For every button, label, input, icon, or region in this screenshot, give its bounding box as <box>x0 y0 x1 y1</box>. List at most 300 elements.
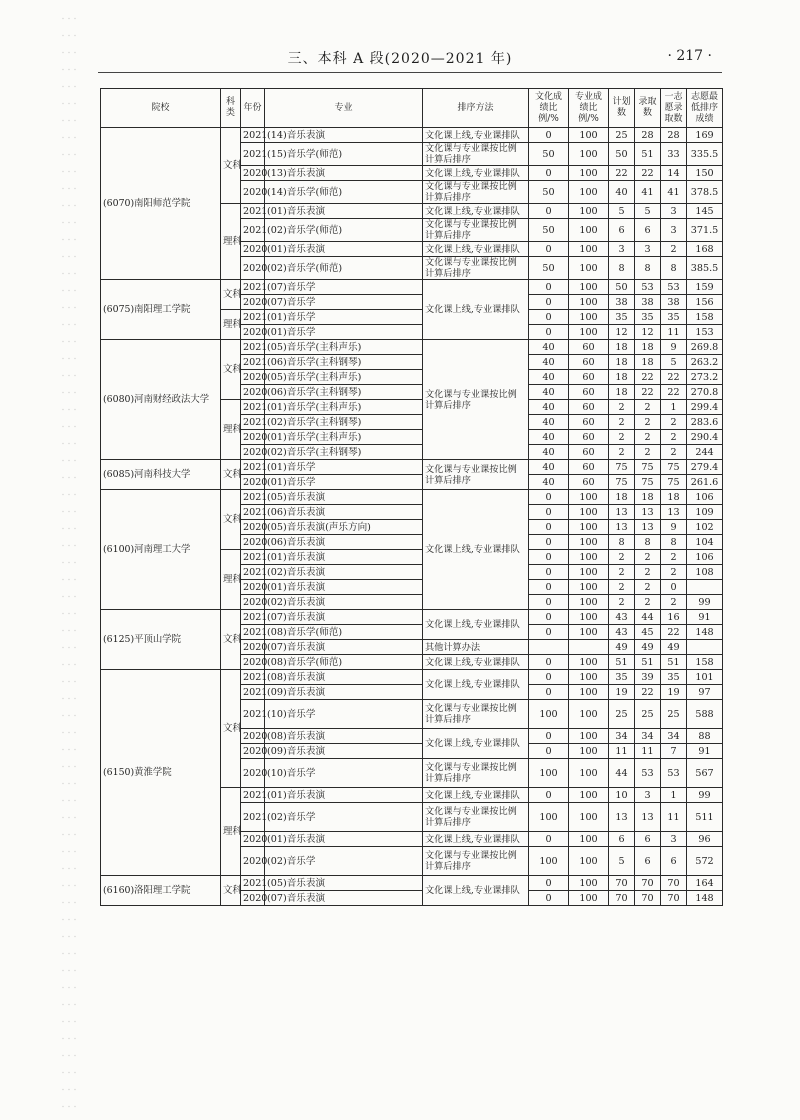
first-choice-cell: 3 <box>661 204 687 219</box>
culture-ratio-cell: 0 <box>529 325 569 340</box>
year-cell: 2020 <box>241 445 265 460</box>
lowest-score-cell: 290.4 <box>687 430 723 445</box>
year-cell: 2020 <box>241 744 265 759</box>
plan-cell: 18 <box>609 355 635 370</box>
year-cell: 2021 <box>241 310 265 325</box>
subject-type: 文科 <box>221 876 241 906</box>
method-cell: 文化课与专业课按比例计算后排序 <box>423 700 529 729</box>
culture-ratio-cell: 0 <box>529 685 569 700</box>
major-cell: (02)音乐学 <box>265 847 423 876</box>
admitted-cell: 22 <box>635 370 661 385</box>
culture-ratio-cell: 0 <box>529 625 569 640</box>
plan-cell: 13 <box>609 803 635 832</box>
year-cell: 2021 <box>241 610 265 625</box>
first-choice-cell: 2 <box>661 595 687 610</box>
major-cell: (02)音乐表演 <box>265 565 423 580</box>
year-cell: 2020 <box>241 325 265 340</box>
prof-ratio-cell: 100 <box>569 788 609 803</box>
major-cell: (05)音乐表演(声乐方向) <box>265 520 423 535</box>
major-cell: (06)音乐表演 <box>265 505 423 520</box>
method-cell: 文化课与专业课按比例计算后排序 <box>423 219 529 242</box>
admitted-cell: 49 <box>635 640 661 655</box>
school-name: (6075)南阳理工学院 <box>101 280 221 340</box>
lowest-score-cell: 148 <box>687 625 723 640</box>
culture-ratio-cell: 0 <box>529 310 569 325</box>
prof-ratio-cell: 100 <box>569 181 609 204</box>
first-choice-cell: 7 <box>661 744 687 759</box>
lowest-score-cell: 99 <box>687 595 723 610</box>
plan-cell: 19 <box>609 685 635 700</box>
year-cell: 2020 <box>241 832 265 847</box>
method-cell: 文化课与专业课按比例计算后排序 <box>423 143 529 166</box>
plan-cell: 18 <box>609 370 635 385</box>
prof-ratio-cell: 60 <box>569 400 609 415</box>
prof-ratio-cell: 60 <box>569 370 609 385</box>
lowest-score-cell: 91 <box>687 610 723 625</box>
major-cell: (06)音乐学(主科钢琴) <box>265 355 423 370</box>
header-rule <box>98 72 722 73</box>
year-cell: 2020 <box>241 580 265 595</box>
lowest-score-cell <box>687 580 723 595</box>
plan-cell: 3 <box>609 242 635 257</box>
method-cell: 文化课上线,专业课排队 <box>423 280 529 340</box>
method-cell: 文化课与专业课按比例计算后排序 <box>423 181 529 204</box>
prof-ratio-cell: 60 <box>569 355 609 370</box>
year-cell: 2020 <box>241 166 265 181</box>
plan-cell: 2 <box>609 415 635 430</box>
table-row <box>101 280 723 295</box>
method-cell: 文化课与专业课按比例计算后排序 <box>423 803 529 832</box>
col-major: 专业 <box>265 89 423 128</box>
prof-ratio-cell: 100 <box>569 610 609 625</box>
culture-ratio-cell: 0 <box>529 788 569 803</box>
lowest-score-cell: 106 <box>687 490 723 505</box>
method-cell: 文化课上线,专业课排队 <box>423 166 529 181</box>
major-cell: (01)音乐学 <box>265 325 423 340</box>
plan-cell: 18 <box>609 340 635 355</box>
first-choice-cell: 35 <box>661 670 687 685</box>
first-choice-cell: 11 <box>661 325 687 340</box>
col-method: 排序方法 <box>423 89 529 128</box>
table-row <box>101 490 723 505</box>
year-cell: 2021 <box>241 280 265 295</box>
page-title: 三、本科 A 段(2020—2021 年) <box>287 51 513 67</box>
first-choice-cell: 38 <box>661 295 687 310</box>
major-cell: (01)音乐学 <box>265 310 423 325</box>
admitted-cell: 5 <box>635 204 661 219</box>
admitted-cell: 34 <box>635 729 661 744</box>
lowest-score-cell: 269.8 <box>687 340 723 355</box>
major-cell: (07)音乐表演 <box>265 610 423 625</box>
admitted-cell: 2 <box>635 445 661 460</box>
year-cell: 2021 <box>241 415 265 430</box>
method-cell: 文化课上线,专业课排队 <box>423 490 529 610</box>
subject-type: 理科 <box>221 310 241 340</box>
year-cell: 2020 <box>241 370 265 385</box>
prof-ratio-cell: 100 <box>569 128 609 143</box>
lowest-score-cell: 371.5 <box>687 219 723 242</box>
culture-ratio-cell: 0 <box>529 204 569 219</box>
major-cell: (02)音乐学 <box>265 803 423 832</box>
culture-ratio-cell: 40 <box>529 340 569 355</box>
plan-cell: 70 <box>609 876 635 891</box>
plan-cell: 44 <box>609 759 635 788</box>
first-choice-cell: 8 <box>661 257 687 280</box>
culture-ratio-cell: 0 <box>529 280 569 295</box>
first-choice-cell: 2 <box>661 415 687 430</box>
year-cell: 2020 <box>241 891 265 906</box>
subject-type: 理科 <box>221 204 241 280</box>
plan-cell: 2 <box>609 595 635 610</box>
year-cell: 2020 <box>241 295 265 310</box>
prof-ratio-cell: 100 <box>569 685 609 700</box>
plan-cell: 18 <box>609 385 635 400</box>
year-cell: 2021 <box>241 700 265 729</box>
major-cell: (13)音乐表演 <box>265 166 423 181</box>
plan-cell: 2 <box>609 580 635 595</box>
plan-cell: 13 <box>609 505 635 520</box>
table-row <box>101 340 723 355</box>
year-cell: 2021 <box>241 460 265 475</box>
lowest-score-cell: 261.6 <box>687 475 723 490</box>
admitted-cell: 13 <box>635 520 661 535</box>
prof-ratio-cell: 100 <box>569 143 609 166</box>
first-choice-cell: 2 <box>661 445 687 460</box>
prof-ratio-cell: 100 <box>569 490 609 505</box>
major-cell: (08)音乐学(师范) <box>265 655 423 670</box>
admitted-cell: 2 <box>635 415 661 430</box>
lowest-score-cell: 283.6 <box>687 415 723 430</box>
year-cell: 2021 <box>241 128 265 143</box>
lowest-score-cell: 109 <box>687 505 723 520</box>
year-cell: 2020 <box>241 655 265 670</box>
culture-ratio-cell: 0 <box>529 891 569 906</box>
major-cell: (07)音乐表演 <box>265 640 423 655</box>
culture-ratio-cell: 0 <box>529 490 569 505</box>
plan-cell: 51 <box>609 655 635 670</box>
culture-ratio-cell: 0 <box>529 242 569 257</box>
major-cell: (02)音乐学(师范) <box>265 257 423 280</box>
school-name: (6100)河南理工大学 <box>101 490 221 610</box>
first-choice-cell: 18 <box>661 490 687 505</box>
year-cell: 2021 <box>241 788 265 803</box>
first-choice-cell: 2 <box>661 565 687 580</box>
year-cell: 2021 <box>241 219 265 242</box>
lowest-score-cell: 273.2 <box>687 370 723 385</box>
page-header <box>0 42 800 72</box>
major-cell: (02)音乐表演 <box>265 595 423 610</box>
first-choice-cell: 2 <box>661 430 687 445</box>
admitted-cell: 51 <box>635 143 661 166</box>
admitted-cell: 8 <box>635 257 661 280</box>
plan-cell: 18 <box>609 490 635 505</box>
culture-ratio-cell <box>529 640 569 655</box>
lowest-score-cell: 158 <box>687 310 723 325</box>
lowest-score-cell: 145 <box>687 204 723 219</box>
table-row <box>101 876 723 891</box>
method-cell: 文化课与专业课按比例计算后排序 <box>423 257 529 280</box>
plan-cell: 11 <box>609 744 635 759</box>
admitted-cell: 2 <box>635 550 661 565</box>
year-cell: 2020 <box>241 640 265 655</box>
culture-ratio-cell: 40 <box>529 370 569 385</box>
first-choice-cell: 13 <box>661 505 687 520</box>
first-choice-cell: 3 <box>661 832 687 847</box>
plan-cell: 25 <box>609 128 635 143</box>
prof-ratio-cell: 100 <box>569 257 609 280</box>
culture-ratio-cell: 0 <box>529 565 569 580</box>
prof-ratio-cell: 100 <box>569 280 609 295</box>
year-cell: 2020 <box>241 181 265 204</box>
first-choice-cell: 9 <box>661 340 687 355</box>
culture-ratio-cell: 0 <box>529 520 569 535</box>
prof-ratio-cell: 60 <box>569 385 609 400</box>
year-cell: 2021 <box>241 143 265 166</box>
subject-type: 文科 <box>221 340 241 400</box>
major-cell: (02)音乐学(师范) <box>265 219 423 242</box>
first-choice-cell: 51 <box>661 655 687 670</box>
lowest-score-cell: 156 <box>687 295 723 310</box>
culture-ratio-cell: 50 <box>529 181 569 204</box>
lowest-score-cell: 99 <box>687 788 723 803</box>
plan-cell: 49 <box>609 640 635 655</box>
first-choice-cell: 6 <box>661 847 687 876</box>
plan-cell: 2 <box>609 430 635 445</box>
year-cell: 2021 <box>241 685 265 700</box>
admitted-cell: 11 <box>635 744 661 759</box>
admitted-cell: 2 <box>635 565 661 580</box>
school-name: (6125)平顶山学院 <box>101 610 221 670</box>
admitted-cell: 6 <box>635 219 661 242</box>
subject-type: 理科 <box>221 550 241 610</box>
year-cell: 2021 <box>241 670 265 685</box>
lowest-score-cell: 588 <box>687 700 723 729</box>
lowest-score-cell: 96 <box>687 832 723 847</box>
col-culture-ratio: 文化成绩比例/% <box>529 89 569 128</box>
year-cell: 2021 <box>241 625 265 640</box>
first-choice-cell: 70 <box>661 876 687 891</box>
method-cell: 文化课上线,专业课排队 <box>423 876 529 906</box>
first-choice-cell: 16 <box>661 610 687 625</box>
lowest-score-cell: 150 <box>687 166 723 181</box>
lowest-score-cell: 270.8 <box>687 385 723 400</box>
culture-ratio-cell: 40 <box>529 415 569 430</box>
admitted-cell: 12 <box>635 325 661 340</box>
col-plan: 计划数 <box>609 89 635 128</box>
culture-ratio-cell: 0 <box>529 832 569 847</box>
prof-ratio-cell: 100 <box>569 876 609 891</box>
major-cell: (01)音乐学(主科声乐) <box>265 400 423 415</box>
subject-type: 文科 <box>221 128 241 204</box>
admitted-cell: 22 <box>635 166 661 181</box>
year-cell: 2020 <box>241 242 265 257</box>
admitted-cell: 6 <box>635 832 661 847</box>
method-cell: 文化课上线,专业课排队 <box>423 788 529 803</box>
plan-cell: 6 <box>609 219 635 242</box>
subject-type: 文科 <box>221 490 241 550</box>
subject-type: 理科 <box>221 400 241 460</box>
year-cell: 2021 <box>241 355 265 370</box>
plan-cell: 50 <box>609 280 635 295</box>
first-choice-cell: 25 <box>661 700 687 729</box>
table-row <box>101 610 723 625</box>
admitted-cell: 3 <box>635 788 661 803</box>
first-choice-cell: 8 <box>661 535 687 550</box>
first-choice-cell: 22 <box>661 385 687 400</box>
col-school: 院校 <box>101 89 221 128</box>
lowest-score-cell <box>687 640 723 655</box>
lowest-score-cell: 102 <box>687 520 723 535</box>
method-cell: 文化课上线,专业课排队 <box>423 670 529 700</box>
plan-cell: 2 <box>609 550 635 565</box>
lowest-score-cell: 169 <box>687 128 723 143</box>
major-cell: (05)音乐表演 <box>265 490 423 505</box>
culture-ratio-cell: 0 <box>529 729 569 744</box>
table-body <box>101 128 723 906</box>
plan-cell: 70 <box>609 891 635 906</box>
culture-ratio-cell: 50 <box>529 143 569 166</box>
admitted-cell: 75 <box>635 475 661 490</box>
prof-ratio-cell: 100 <box>569 744 609 759</box>
subject-type: 理科 <box>221 788 241 876</box>
culture-ratio-cell: 0 <box>529 166 569 181</box>
year-cell: 2021 <box>241 400 265 415</box>
table-header-row <box>101 89 723 128</box>
year-cell: 2021 <box>241 565 265 580</box>
plan-cell: 43 <box>609 610 635 625</box>
major-cell: (07)音乐学 <box>265 295 423 310</box>
prof-ratio-cell: 100 <box>569 595 609 610</box>
admitted-cell: 22 <box>635 685 661 700</box>
admitted-cell: 18 <box>635 355 661 370</box>
major-cell: (08)音乐表演 <box>265 729 423 744</box>
subject-type: 文科 <box>221 670 241 788</box>
plan-cell: 75 <box>609 475 635 490</box>
col-admitted: 录取数 <box>635 89 661 128</box>
plan-cell: 75 <box>609 460 635 475</box>
culture-ratio-cell: 0 <box>529 595 569 610</box>
first-choice-cell: 11 <box>661 803 687 832</box>
prof-ratio-cell: 60 <box>569 415 609 430</box>
admitted-cell: 3 <box>635 242 661 257</box>
year-cell: 2020 <box>241 759 265 788</box>
prof-ratio-cell: 100 <box>569 550 609 565</box>
year-cell: 2021 <box>241 490 265 505</box>
first-choice-cell: 41 <box>661 181 687 204</box>
culture-ratio-cell: 0 <box>529 670 569 685</box>
plan-cell: 5 <box>609 204 635 219</box>
method-cell: 文化课上线,专业课排队 <box>423 832 529 847</box>
col-first-choice: 一志愿录取数 <box>661 89 687 128</box>
culture-ratio-cell: 40 <box>529 475 569 490</box>
first-choice-cell: 5 <box>661 355 687 370</box>
culture-ratio-cell: 0 <box>529 550 569 565</box>
admitted-cell: 39 <box>635 670 661 685</box>
plan-cell: 25 <box>609 700 635 729</box>
method-cell: 其他计算办法 <box>423 640 529 655</box>
major-cell: (01)音乐表演 <box>265 832 423 847</box>
major-cell: (14)音乐学(师范) <box>265 181 423 204</box>
major-cell: (01)音乐学 <box>265 475 423 490</box>
year-cell: 2020 <box>241 257 265 280</box>
lowest-score-cell: 168 <box>687 242 723 257</box>
lowest-score-cell: 279.4 <box>687 460 723 475</box>
year-cell: 2021 <box>241 803 265 832</box>
plan-cell: 2 <box>609 565 635 580</box>
prof-ratio-cell: 100 <box>569 580 609 595</box>
culture-ratio-cell: 0 <box>529 876 569 891</box>
culture-ratio-cell: 50 <box>529 219 569 242</box>
school-name: (6070)南阳师范学院 <box>101 128 221 280</box>
major-cell: (01)音乐表演 <box>265 580 423 595</box>
prof-ratio-cell: 100 <box>569 520 609 535</box>
prof-ratio-cell: 60 <box>569 475 609 490</box>
year-cell: 2020 <box>241 595 265 610</box>
school-name: (6160)洛阳理工学院 <box>101 876 221 906</box>
plan-cell: 2 <box>609 400 635 415</box>
first-choice-cell: 0 <box>661 580 687 595</box>
school-name: (6080)河南财经政法大学 <box>101 340 221 460</box>
prof-ratio-cell: 60 <box>569 340 609 355</box>
lowest-score-cell: 158 <box>687 655 723 670</box>
prof-ratio-cell: 100 <box>569 625 609 640</box>
lowest-score-cell: 263.2 <box>687 355 723 370</box>
plan-cell: 8 <box>609 535 635 550</box>
lowest-score-cell: 106 <box>687 550 723 565</box>
plan-cell: 5 <box>609 847 635 876</box>
year-cell: 2021 <box>241 550 265 565</box>
prof-ratio-cell: 100 <box>569 505 609 520</box>
major-cell: (02)音乐学(主科钢琴) <box>265 415 423 430</box>
subject-type: 文科 <box>221 280 241 310</box>
lowest-score-cell: 91 <box>687 744 723 759</box>
year-cell: 2021 <box>241 340 265 355</box>
plan-cell: 12 <box>609 325 635 340</box>
admitted-cell: 45 <box>635 625 661 640</box>
admitted-cell: 70 <box>635 891 661 906</box>
method-cell: 文化课上线,专业课排队 <box>423 729 529 759</box>
prof-ratio-cell: 60 <box>569 445 609 460</box>
culture-ratio-cell: 100 <box>529 803 569 832</box>
col-subject: 科类 <box>221 89 241 128</box>
prof-ratio-cell: 100 <box>569 535 609 550</box>
major-cell: (10)音乐学 <box>265 700 423 729</box>
method-cell: 文化课与专业课按比例计算后排序 <box>423 759 529 788</box>
lowest-score-cell: 378.5 <box>687 181 723 204</box>
major-cell: (05)音乐学(主科声乐) <box>265 370 423 385</box>
year-cell: 2021 <box>241 505 265 520</box>
prof-ratio-cell: 100 <box>569 655 609 670</box>
prof-ratio-cell: 100 <box>569 670 609 685</box>
table-row <box>101 670 723 685</box>
prof-ratio-cell: 100 <box>569 565 609 580</box>
lowest-score-cell: 567 <box>687 759 723 788</box>
admission-table <box>100 88 723 906</box>
lowest-score-cell: 88 <box>687 729 723 744</box>
prof-ratio-cell: 100 <box>569 759 609 788</box>
col-year: 年份 <box>241 89 265 128</box>
admitted-cell: 44 <box>635 610 661 625</box>
first-choice-cell: 14 <box>661 166 687 181</box>
lowest-score-cell: 101 <box>687 670 723 685</box>
plan-cell: 34 <box>609 729 635 744</box>
lowest-score-cell: 511 <box>687 803 723 832</box>
first-choice-cell: 2 <box>661 550 687 565</box>
prof-ratio-cell: 100 <box>569 219 609 242</box>
first-choice-cell: 9 <box>661 520 687 535</box>
major-cell: (01)音乐表演 <box>265 550 423 565</box>
major-cell: (01)音乐学 <box>265 460 423 475</box>
